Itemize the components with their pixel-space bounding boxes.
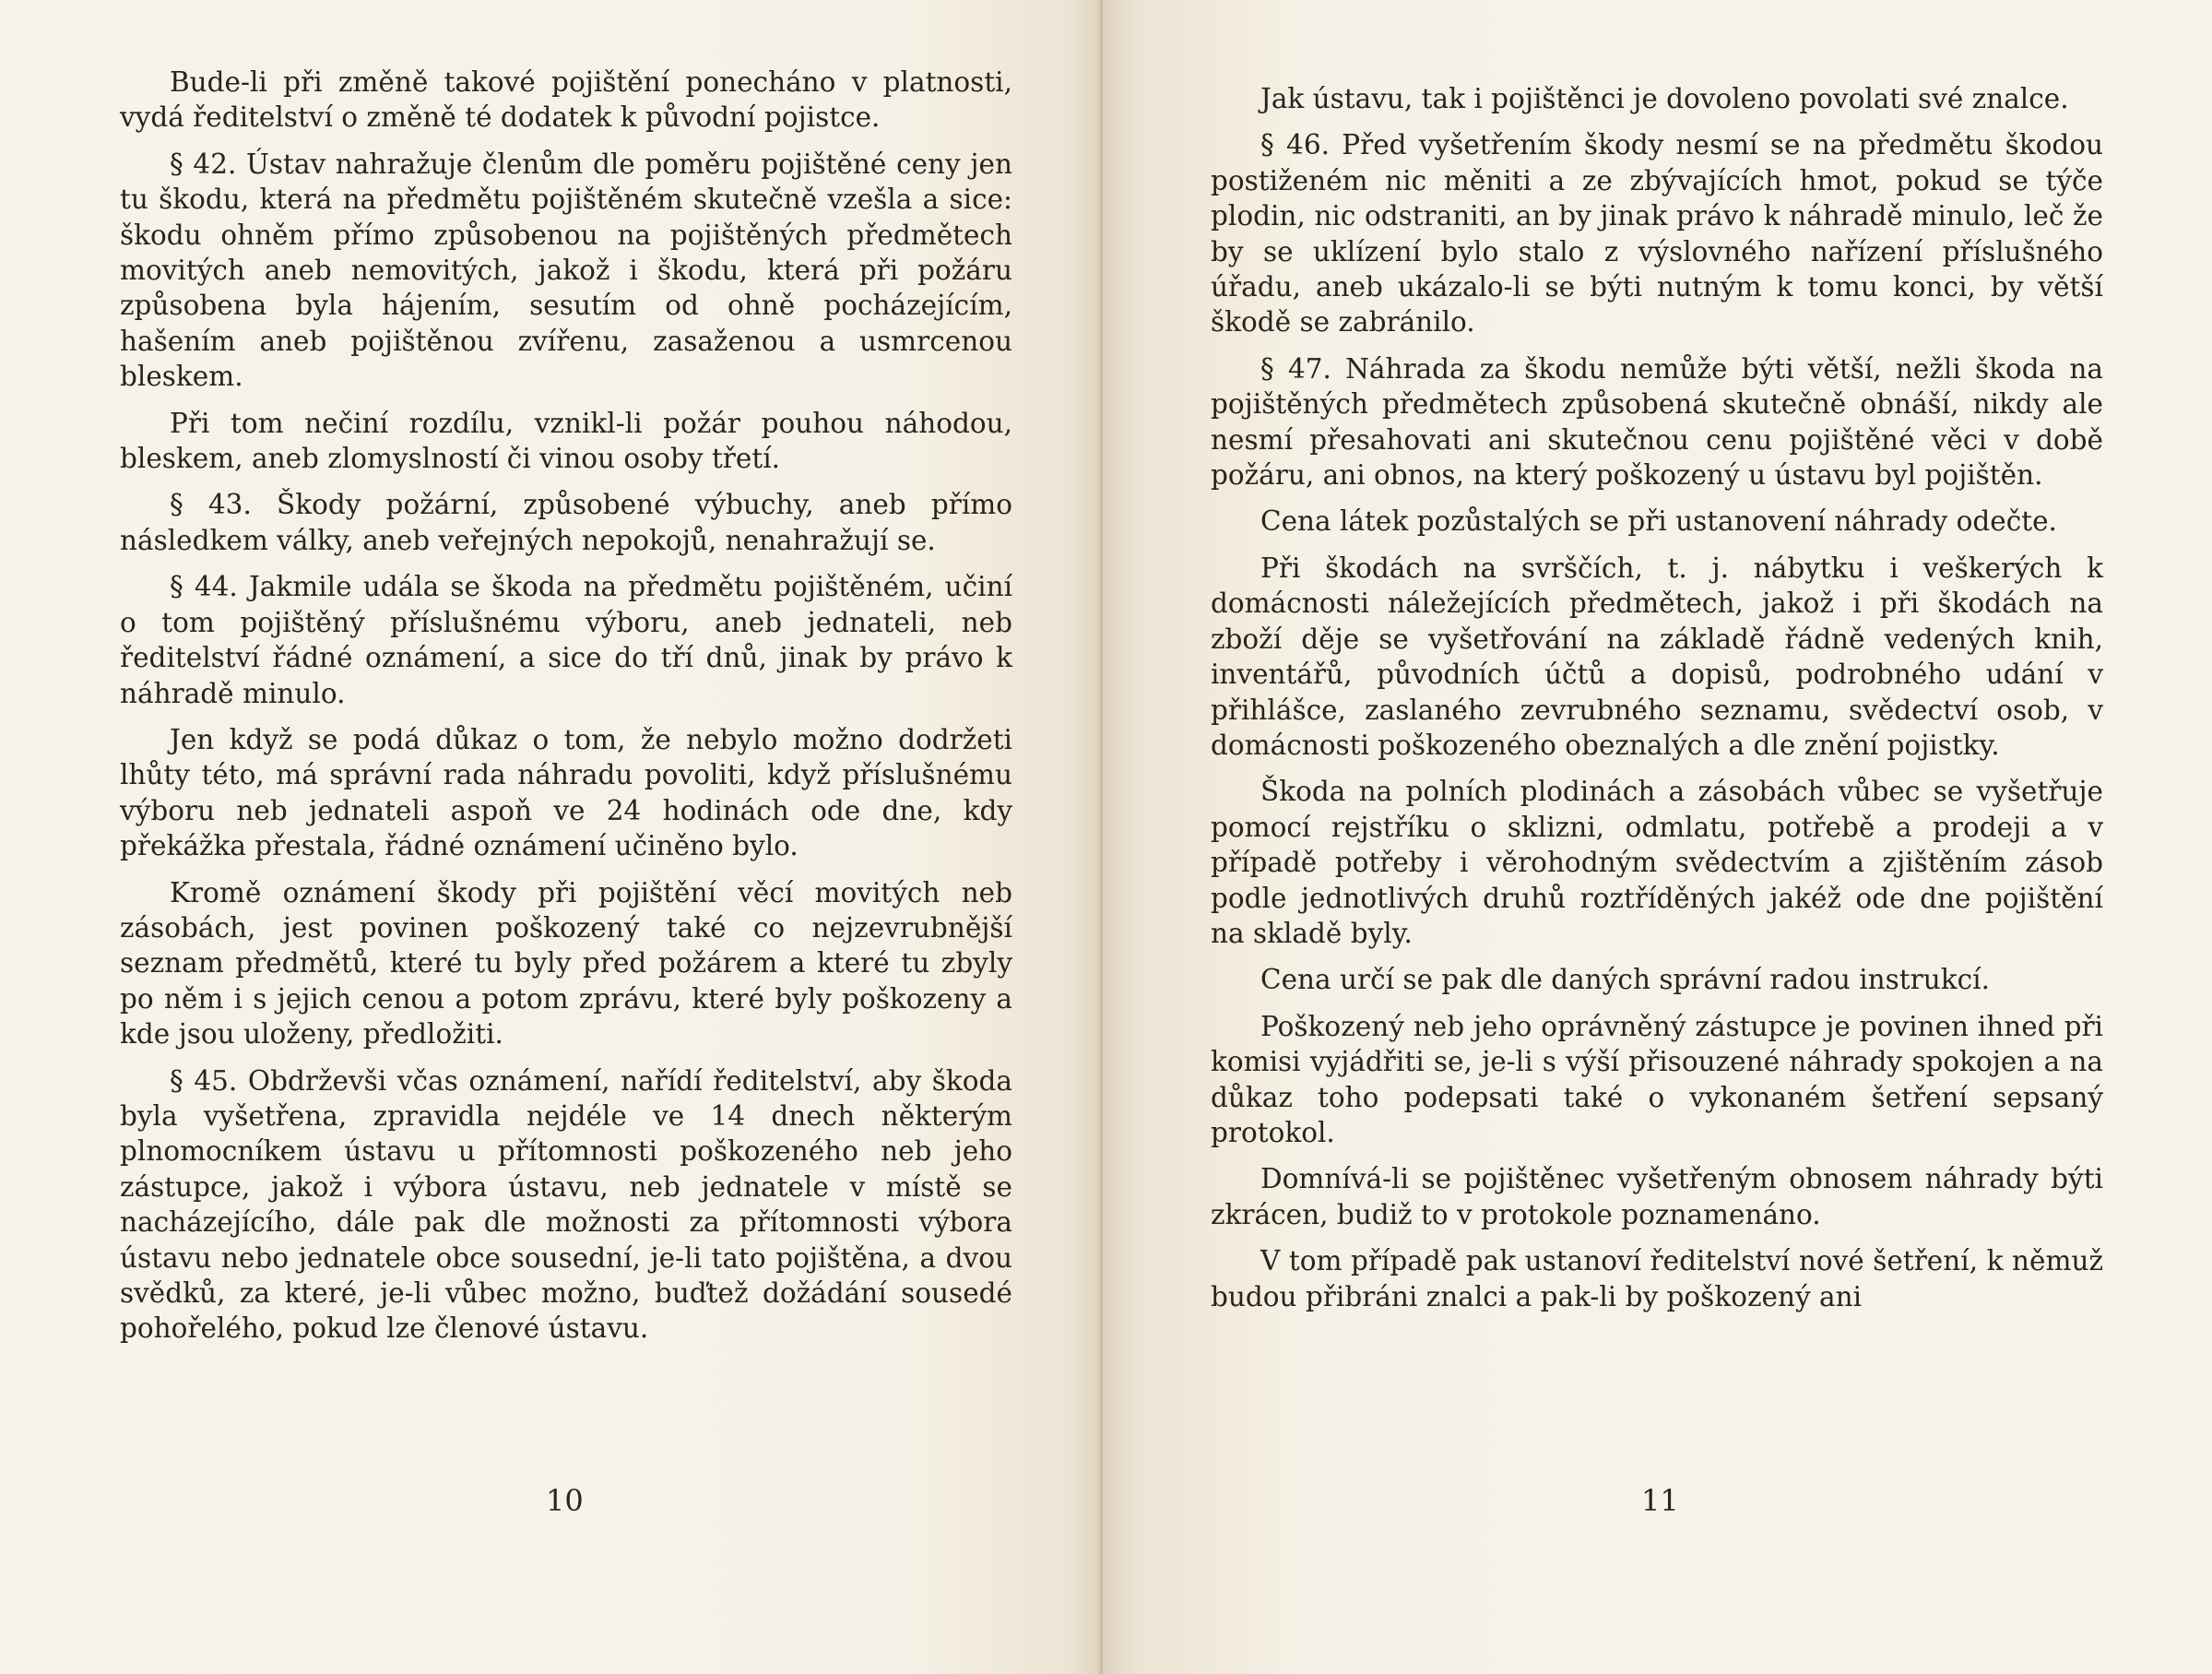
left-page <box>0 0 1103 1674</box>
paragraph: Kromě oznámení škody při pojištění věcí movitých neb zásobách, jest povinen poškozený také co nejzevrubnější seznam předmětů, které tu byly před požárem a které tu zbyly po něm i s jejich cenou a potom zprávu, které byly poškozeny a kde jsou uloženy, předložiti. <box>120 876 1012 1051</box>
left-page-text <box>120 65 1012 1358</box>
paragraph: Cena určí se pak dle daných správní radou instrukcí. <box>1260 964 1990 996</box>
paragraph: Jen když se podá důkaz o tom, že nebylo možno dodržeti lhůty této, má správní rada náhradu povoliti, když příslušnému výboru neb jednateli aspoň ve 24 hodinách ode dne, kdy překážka přestala, řádné oznámení učiněno bylo. <box>120 723 1012 862</box>
paragraph: § 45. Obdrževši včas oznámení, nařídí ředitelství, aby škoda byla vyšetřena, zpravidla nejdéle ve 14 dnech některým plnomocníkem ústavu u přítomnosti poškozeného neb jeho zástupce, jakož i výbora ústavu, neb jednatele v místě se nacházejícího, dále pak dle možnosti za přítomnosti výbora ústavu nebo jednatele obce sousední, je-li tato pojištěna, a dvou svědků, za které, je-li vůbec možno, buďtež dožádání sousedé pohořelého, pokud lze členové ústavu. <box>120 1064 1012 1345</box>
page-number: 10 <box>546 1483 584 1518</box>
paragraph: § 47. Náhrada za škodu nemůže býti větší, nežli škoda na pojištěných předmětech způsobená skutečně obnáší, nikdy ale nesmí přesahovati ani skutečnou cenu pojištěné věci v době požáru, ani obnos, na který poškozený u ústavu byl pojištěn. <box>1211 352 2103 492</box>
paragraph: § 43. Škody požární, způsobené výbuchy, aneb přímo následkem války, aneb veřejných nepokojů, nenahražují se. <box>120 489 1012 556</box>
paragraph: Škoda na polních plodinách a zásobách vůbec se vyšetřuje pomocí rejstříku o sklizni, odmlatu, potřebě a prodeji a v případě potřeby i věrohodným svědectvím a zjištěním zásob podle jednotlivých druhů roztříděných jakéž ode dne pojištění na skladě byly. <box>1211 776 2103 949</box>
paragraph: § 44. Jakmile udála se škoda na předmětu pojištěném, učiní o tom pojištěný příslušnému výboru, aneb jednateli, neb ředitelství řádné oznámení, a sice do tří dnů, jinak by právo k náhradě minulo. <box>120 571 1012 709</box>
paragraph: Bude-li při změně takové pojištění ponecháno v platnosti, vydá ředitelství o změně té dodatek k původní pojistce. <box>120 66 1012 134</box>
paragraph: Jak ústavu, tak i pojištěnci je dovoleno povolati své znalce. <box>1260 83 2069 114</box>
right-page-text <box>1211 81 2103 1325</box>
paragraph: Cena látek pozůstalých se při ustanovení náhrady odečte. <box>1260 505 2057 538</box>
paragraph: Při tom nečiní rozdílu, vznikl-li požár pouhou náhodou, bleskem, aneb zlomyslností či vinou osoby třetí. <box>120 407 1012 475</box>
paragraph: Poškozený neb jeho oprávněný zástupce je povinen ihned při komisi vyjádřiti se, je-li s výší přisouzené náhrady spokojen a na důkaz toho podepsati také o vykonaném šetření sepsaný protokol. <box>1211 1010 2103 1148</box>
page-number: 11 <box>1641 1483 1679 1518</box>
paragraph: Domnívá-li se pojištěnec vyšetřeným obnosem náhrady býti zkrácen, budiž to v protokole poznamenáno. <box>1211 1163 2103 1230</box>
paragraph: V tom případě pak ustanoví ředitelství nové šetření, k němuž budou přibráni znalci a pak-li by poškozený ani <box>1211 1245 2103 1312</box>
paragraph: § 42. Ústav nahražuje členům dle poměru pojištěné ceny jen tu škodu, která na předmětu pojištěném skutečně vzešla a sice: škodu ohněm přímo způsobenou na pojištěných předmětech movitých aneb nemovitých, jakož i škodu, která při požáru způsobena byla hájením, sesutím od ohně pocházejícím, hašením aneb pojištěnou zvířenu, zasaženou a usmrcenou bleskem. <box>120 148 1012 393</box>
paragraph: § 46. Před vyšetřením škody nesmí se na předmětu škodou postiženém nic měniti a ze zbývajících hmot, pokud se týče plodin, nic odstraniti, an by jinak právo k náhradě minulo, leč že by se uklízení bylo stalo z výslovného nařízení příslušného úřadu, aneb ukázalo-li se býti nutným k tomu konci, by větší škodě se zabránilo. <box>1211 129 2103 338</box>
paragraph: Při škodách na svrščích, t. j. nábytku i veškerých k domácnosti náležejících předmětech, jakož i při škodách na zboží děje se vyšetřování na základě řádně vedených knih, inventářů, původních účtů a dopisů, podrobného udání v přihlášce, zaslaného zevrubného seznamu, svědectví osob, v domácnosti poškozeného obeznalých a dle znění pojistky. <box>1211 552 2103 761</box>
